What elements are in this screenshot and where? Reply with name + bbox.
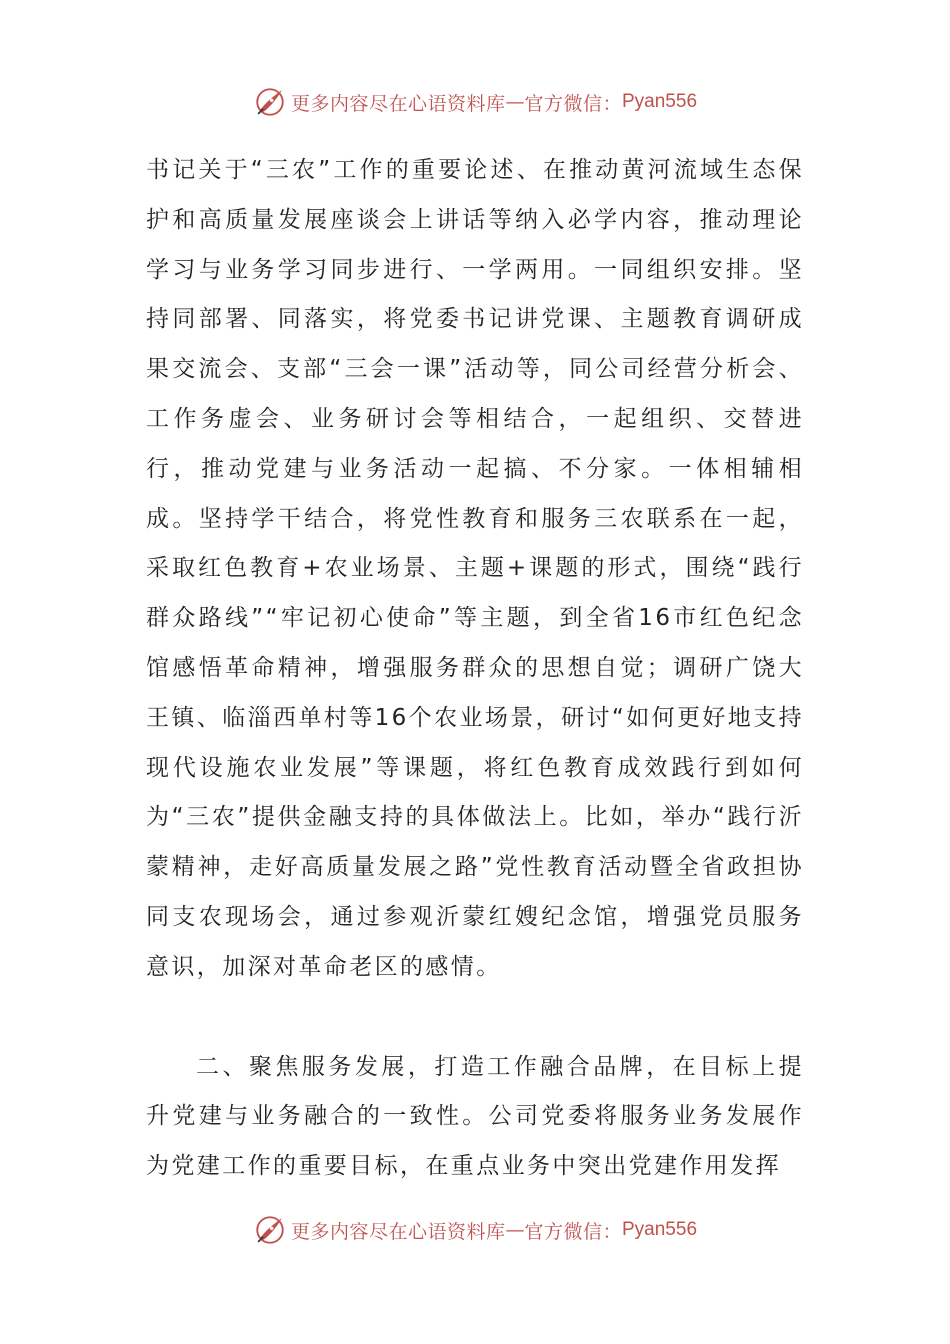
banner-separator: — [505,1219,525,1241]
banner-wechat-label: 官方微信： [524,1220,622,1243]
paragraph-1: 书记关于“三农”工作的重要论述、在推动黄河流域生态保护和高质量发展座谈会上讲话等纳入必学内容，推动理论学习与业务学习同步进行、一学两用。一同组织安排。坚持同部署、同落实，将党委书记讲党课、主题教育调研成果交流会、支部“三会一课”活动等，同公司经营分析会、工作务虚会、业务研讨会等相结合，一起组织、交替进行，推动党建与业务活动一起搞、不分家。一体相辅相成。坚持学干结合，将党性教育和服务三农联系在一起，采取红色教育+农业场景、主题+课题的形式，围绕“践行群众路线”“牢记初心使命”等主题，到全省16市红色纪念馆感悟革命精神，增强服务群众的思想自觉；调研广饶大王镇、临淄西单村等16个农业场景，研讨“如何更好地支持现代设施农业发展”等课题，将红色教育成效践行到如何为“三农”提供金融支持的具体做法上。比如，举办“践行沂蒙精神，走好高质量发展之路”党性教育活动暨全省政担协同支农现场会，通过参观沂蒙红嫂纪念馆，增强党员服务意识，加深对革命老区的感情。 [146,157,804,980]
document-body [146,146,804,1192]
footer-banner [0,1210,950,1250]
paragraph-2: 二、聚焦服务发展，打造工作融合品牌，在目标上提升党建与业务融合的一致性。公司党委将服务业务发展作为党建工作的重要目标，在重点业务中突出党建作用发挥 [146,1053,804,1180]
banner-wechat-id: Pyan556 [622,91,698,112]
pen-nib-logo-icon [253,85,287,119]
banner-separator: — [505,91,525,113]
banner-main-text: 更多内容尽在心语资料库 [290,1220,506,1243]
banner-wechat-label: 官方微信： [524,92,622,115]
banner-main-text: 更多内容尽在心语资料库 [290,92,506,115]
banner-wechat-id: Pyan556 [622,1219,698,1240]
pen-nib-logo-icon [253,1213,287,1247]
header-banner [0,82,950,122]
